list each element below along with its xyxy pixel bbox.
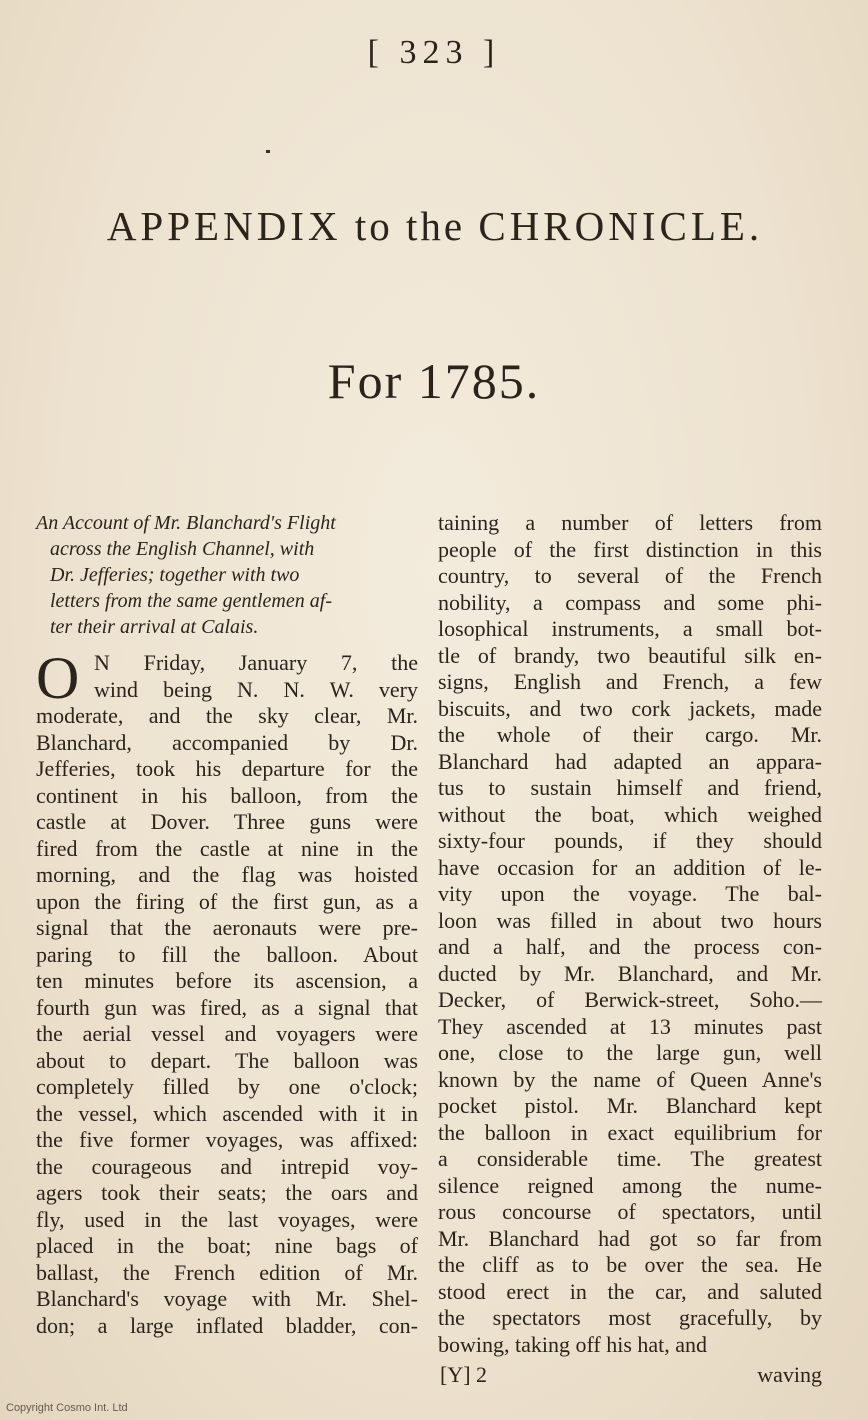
text-line: Blanchard had adapted an appara- (438, 748, 822, 774)
text-line: signal that the aeronauts were pre- (36, 915, 418, 940)
text-line: the balloon in exact equilibrium for (438, 1119, 822, 1145)
subtitle-year: For 1785. (327, 353, 541, 409)
copyright-watermark: Copyright Cosmo Int. Ltd (6, 1402, 128, 1414)
heading-line: An Account of Mr. Blanchard's Flight (36, 512, 336, 534)
text-line: the cliff as to be over the sea. He (438, 1252, 822, 1277)
title-word-chronicle: CHRONICLE. (478, 203, 764, 249)
text-line: the vessel, which ascended with it in (36, 1100, 418, 1126)
right-column (438, 510, 822, 1358)
text-line: taining a number of letters from (438, 510, 822, 535)
text-line: losophical instruments, a small bot- (438, 616, 822, 641)
heading-line: ter their arrival at Calais. (50, 616, 259, 638)
drop-cap: O (36, 645, 80, 711)
text-line: nobility, a compass and some phi- (438, 589, 822, 615)
text-line: the five former voyages, was affixed: (36, 1127, 418, 1152)
text-line: fired from the castle at nine in the (36, 835, 418, 861)
text-line: wind being N. N. W. very (94, 676, 418, 702)
text-line: upon the firing of the first gun, as a (36, 888, 418, 914)
text-line: sixty-four pounds, if they should (438, 828, 822, 853)
text-line: ballast, the French edition of Mr. (36, 1259, 418, 1285)
text-line: Decker, of Berwick-street, Soho.— (438, 987, 822, 1012)
heading-line: across the English Channel, with (50, 538, 315, 560)
text-line: the spectators most gracefully, by (438, 1305, 822, 1330)
title-word-to-the: to the (354, 203, 466, 249)
text-line: known by the name of Queen Anne's (438, 1066, 822, 1092)
text-line: N Friday, January 7, the (94, 650, 418, 675)
text-line: one, close to the large gun, well (438, 1040, 822, 1065)
text-line: bowing, taking off his hat, and (438, 1331, 708, 1357)
text-line: agers took their seats; the oars and (36, 1180, 418, 1205)
main-title (30, 202, 840, 250)
text-line: Jefferies, took his departure for the (36, 756, 418, 781)
text-line: tle of brandy, two beautiful silk en- (438, 642, 822, 668)
text-line: continent in his balloon, from the (36, 782, 418, 808)
text-line: fourth gun was fired, as a signal that (36, 994, 418, 1020)
text-line: the courageous and intrepid voy- (36, 1153, 418, 1179)
text-line: Blanchard's voyage with Mr. Shel- (36, 1286, 418, 1311)
text-line: rous concourse of spectators, until (438, 1199, 822, 1224)
text-line: pocket pistol. Mr. Blanchard kept (438, 1093, 822, 1118)
heading-line: letters from the same gentlemen af- (50, 590, 332, 612)
heading-line: Dr. Jefferies; together with two (50, 564, 300, 586)
text-line: loon was filled in about two hours (438, 907, 822, 933)
text-line: and a half, and the process con- (438, 934, 822, 959)
text-line: biscuits, and two cork jackets, made (438, 695, 822, 721)
text-line: fly, used in the last voyages, were (36, 1206, 418, 1232)
text-line: tus to sustain himself and friend, (438, 775, 822, 800)
text-line: placed in the boat; nine bags of (36, 1233, 418, 1258)
catchword: waving (757, 1362, 822, 1387)
text-line: vity upon the voyage. The bal- (438, 881, 822, 906)
text-line: paring to fill the balloon. About (36, 941, 418, 967)
signature-mark: [Y] 2 (440, 1362, 488, 1387)
article-heading (36, 510, 418, 640)
text-line: castle at Dover. Three guns were (36, 809, 418, 834)
text-line: signs, English and French, a few (438, 669, 822, 694)
text-line: silence reigned among the nume- (438, 1172, 822, 1198)
text-line: moderate, and the sky clear, Mr. (36, 703, 418, 728)
text-line: Mr. Blanchard had got so far from (438, 1225, 822, 1251)
text-line: They ascended at 13 minutes past (438, 1013, 822, 1039)
page-number: [ 323 ] (367, 34, 501, 71)
body-text-left (36, 645, 418, 1339)
text-line: country, to several of the French (438, 563, 822, 588)
text-line: without the boat, which weighed (438, 801, 822, 827)
text-line: ducted by Mr. Blanchard, and Mr. (438, 960, 822, 986)
printer-dot (266, 150, 270, 153)
text-line: morning, and the flag was hoisted (36, 862, 418, 887)
title-word-appendix: APPENDIX (106, 203, 342, 249)
text-line: don; a large inflated bladder, con- (36, 1312, 418, 1338)
text-line: a considerable time. The greatest (438, 1146, 822, 1171)
text-line: the aerial vessel and voyagers were (36, 1021, 418, 1046)
text-line: completely filled by one o'clock; (36, 1074, 418, 1099)
text-line: stood erect in the car, and saluted (438, 1278, 822, 1304)
text-line: about to depart. The balloon was (36, 1047, 418, 1073)
text-line: ten minutes before its ascension, a (36, 968, 418, 993)
text-line: Blanchard, accompanied by Dr. (36, 729, 418, 755)
text-line: the whole of their cargo. Mr. (438, 722, 822, 747)
text-line: have occasion for an addition of le- (438, 854, 822, 880)
text-line: people of the first distinction in this (438, 536, 822, 562)
left-column (36, 510, 418, 1339)
